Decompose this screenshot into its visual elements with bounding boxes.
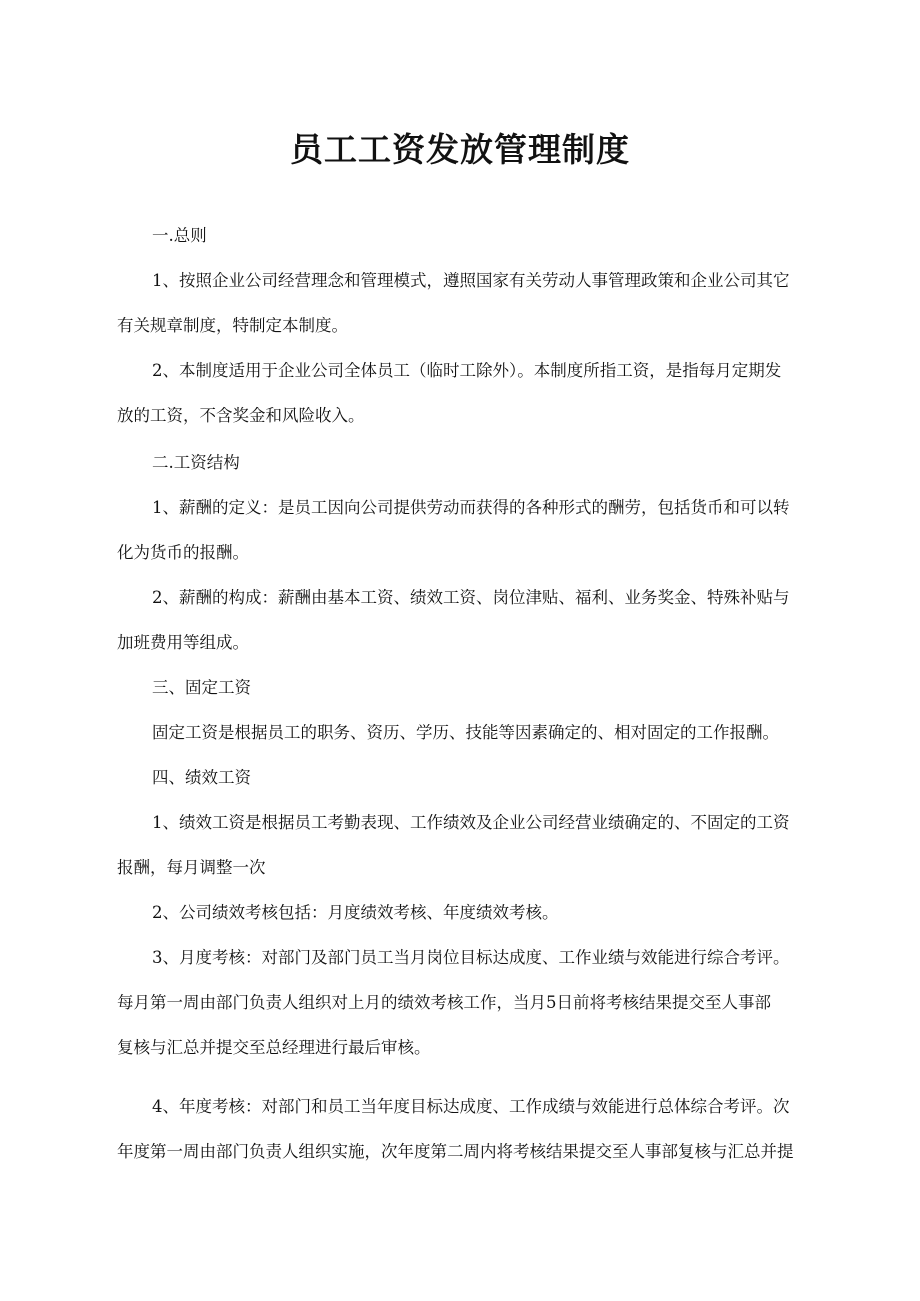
paragraph-line: 有关规章制度，特制定本制度。 [117,316,348,335]
paragraph-line: 1、按照企业公司经营理念和管理模式，遵照国家有关劳动人事管理政策和企业公司其它 [152,271,790,290]
paragraph-line: 报酬，每月调整一次 [117,858,266,877]
paragraph-line: 每月第一周由部门负责人组织对上月的绩效考核工作，当月5日前将考核结果提交至人事部 [117,993,771,1012]
paragraph-line: 2、本制度适用于企业公司全体员工（临时工除外）。本制度所指工资，是指每月定期发 [152,361,782,380]
paragraph-line: 固定工资是根据员工的职务、资历、学历、技能等因素确定的、相对固定的工作报酬。 [152,723,779,742]
section-heading-salary-structure: 二.工资结构 [152,453,240,472]
paragraph-line: 化为货币的报酬。 [117,543,249,562]
paragraph-line: 2、公司绩效考核包括：月度绩效考核、年度绩效考核。 [152,903,559,922]
section-heading-performance-salary: 四、绩效工资 [152,768,251,787]
paragraph-line: 年度第一周由部门负责人组织实施，次年度第二周内将考核结果提交至人事部复核与汇总并提 [117,1142,794,1161]
paragraph-line: 2、薪酬的构成：薪酬由基本工资、绩效工资、岗位津贴、福利、业务奖金、特殊补贴与 [152,588,790,607]
paragraph-line: 1、薪酬的定义：是员工因向公司提供劳动而获得的各种形式的酬劳，包括货币和可以转 [152,498,790,517]
paragraph-line: 4、年度考核：对部门和员工当年度目标达成度、工作成绩与效能进行总体综合考评。次 [152,1097,790,1116]
section-heading-general: 一.总则 [152,226,207,245]
paragraph-line: 3、月度考核：对部门及部门员工当月岗位目标达成度、工作业绩与效能进行综合考评。 [152,948,790,967]
paragraph-line: 加班费用等组成。 [117,633,249,652]
document-title: 员工工资发放管理制度 [290,130,630,169]
section-heading-fixed-salary: 三、固定工资 [152,678,251,697]
paragraph-line: 复核与汇总并提交至总经理进行最后审核。 [117,1038,431,1057]
paragraph-line: 1、绩效工资是根据员工考勤表现、工作绩效及企业公司经营业绩确定的、不固定的工资 [152,813,790,832]
paragraph-line: 放的工资，不含奖金和风险收入。 [117,406,365,425]
